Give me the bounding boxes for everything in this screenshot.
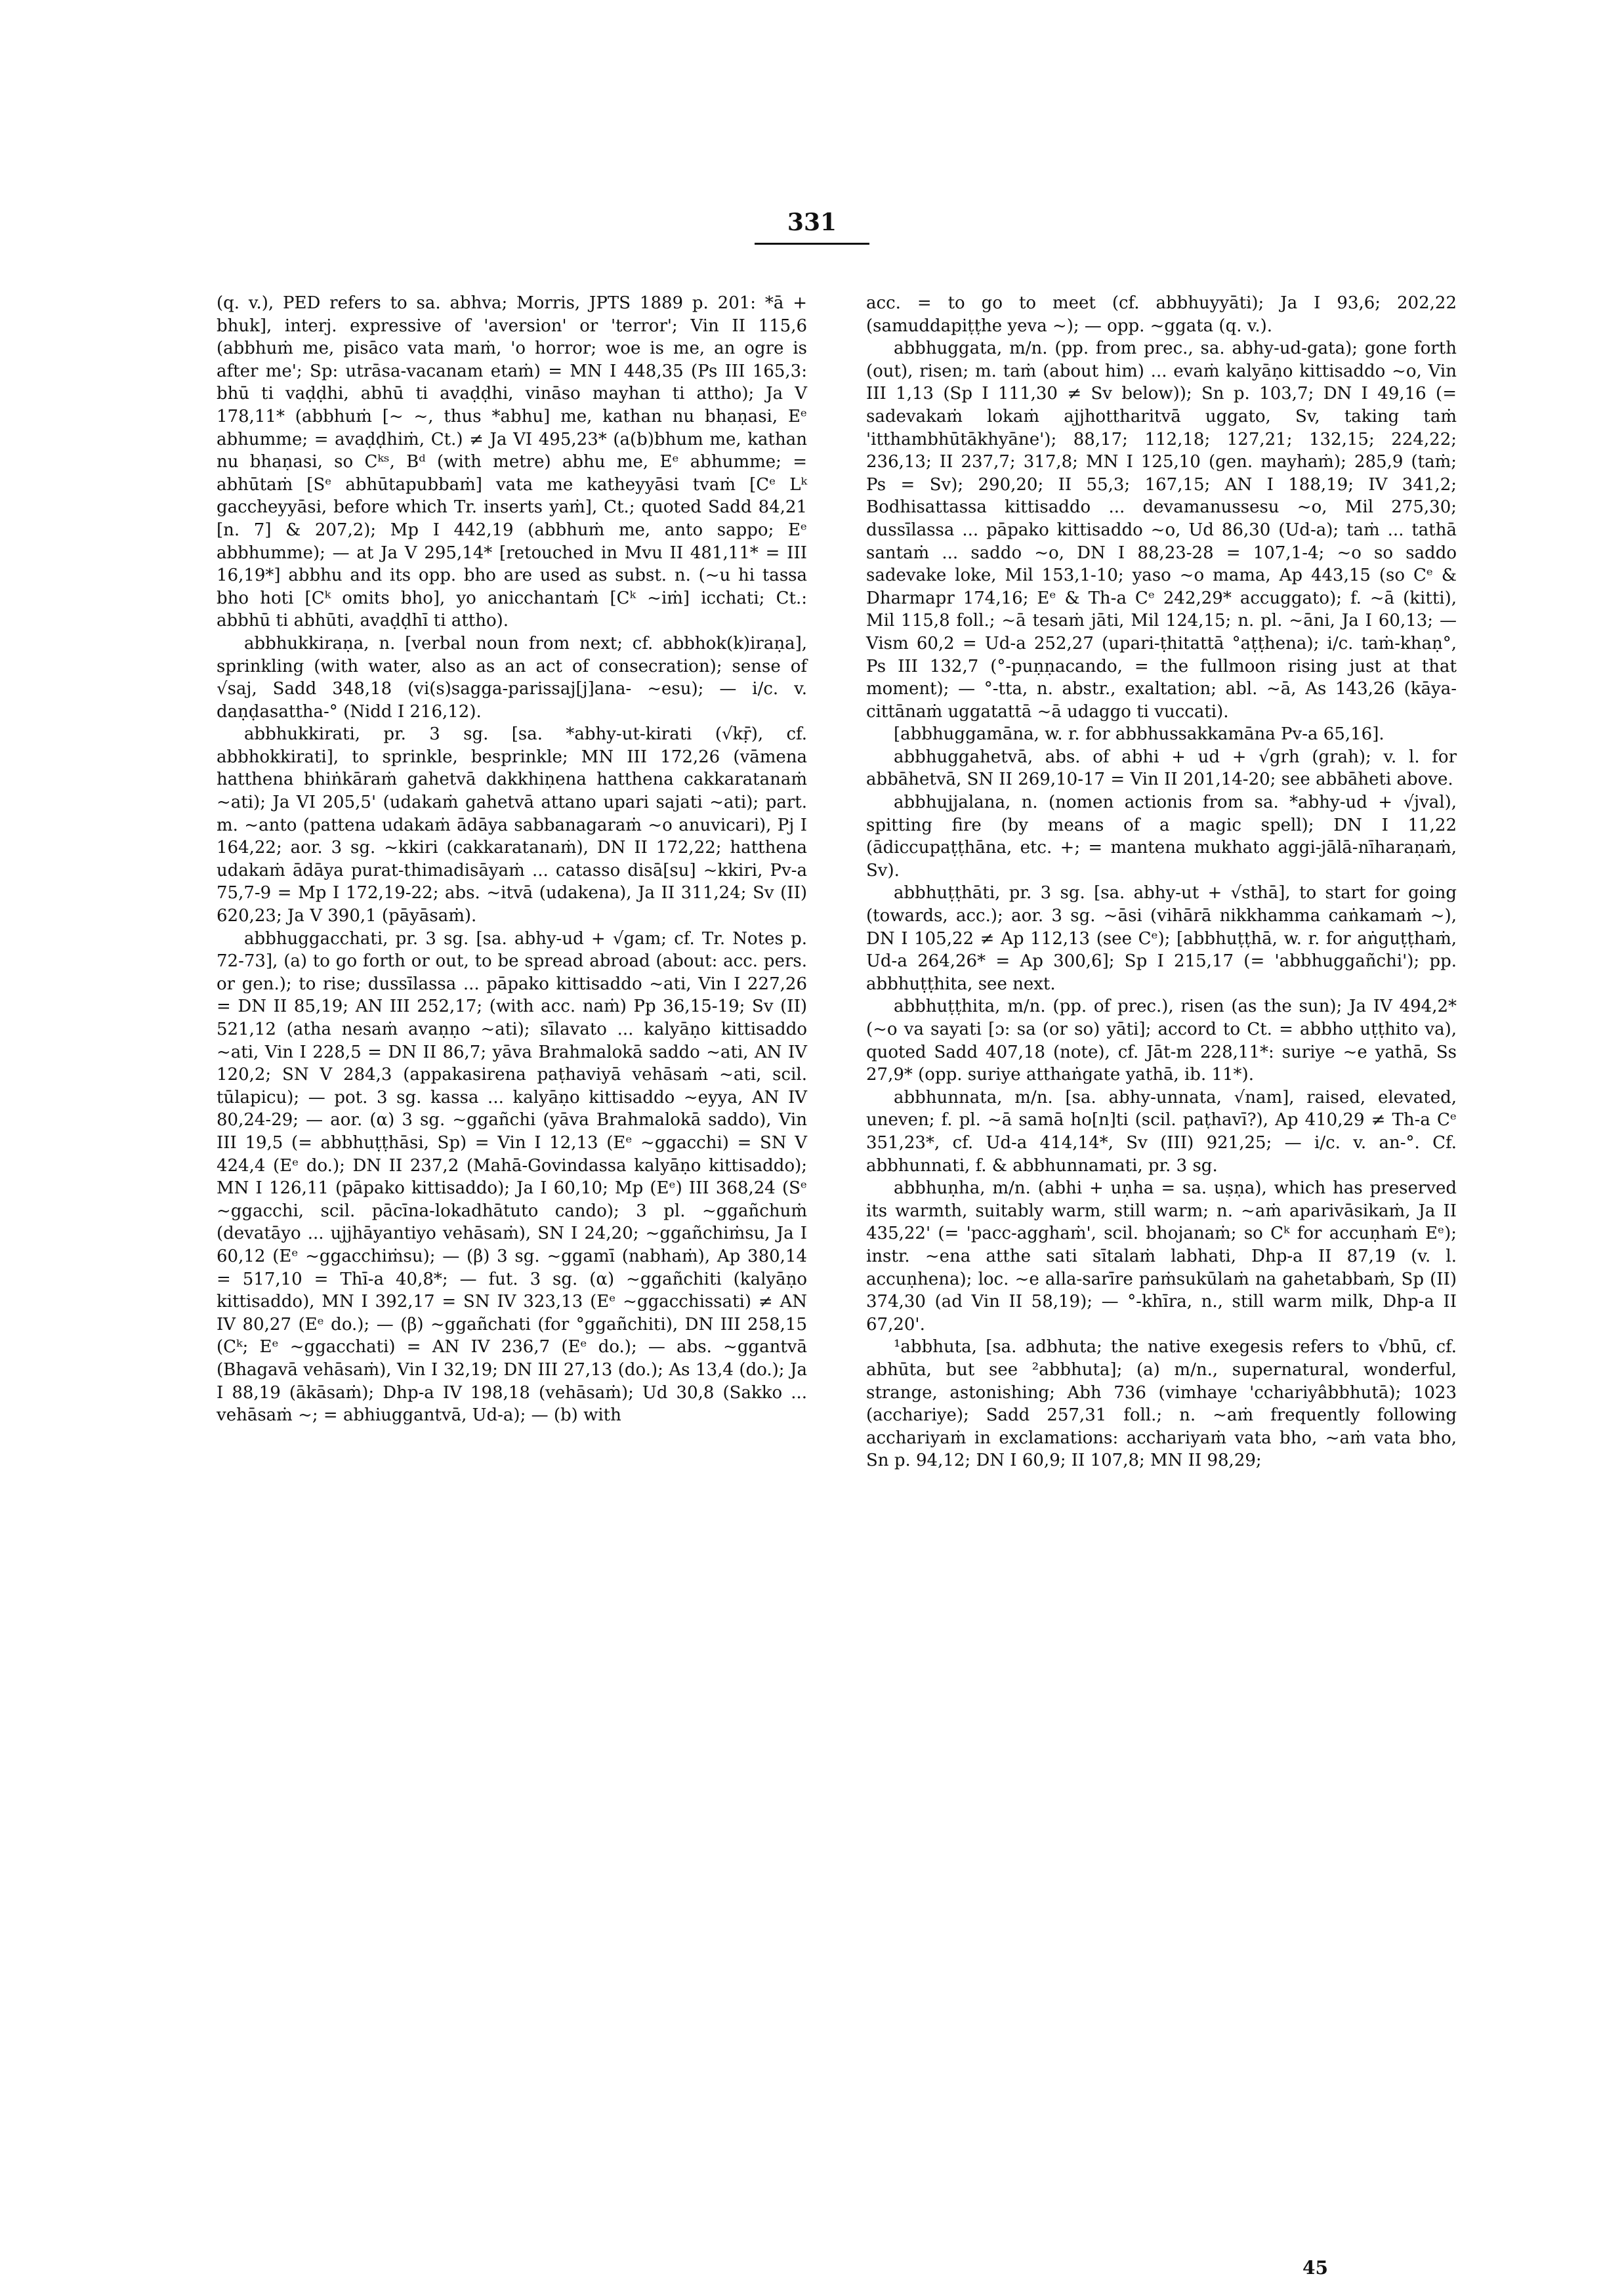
dictionary-entry: abbhuṭṭhita, m/n. (pp. of prec.), risen (as the sun); Ja IV 494,2* (~o va sayati [ɔ: sa (or so) yāti]; accord to Ct. = abbho uṭṭhito va), quoted Sadd 407,18 (note), cf. Jāt-m 228,11*: suriye ~e yathā, Ss 27,9* (opp. suriye atthaṅgate yathā, ib. 11*).: [866, 997, 1457, 1085]
dictionary-entry: abbhuggata, m/n. (pp. from prec., sa. abhy-ud-gata); gone forth (out), risen; m. taṁ (about him) ... evaṁ kalyāṇo kittisaddo ~o, Vin III 1,13 (Sp I 111,30 ≠ Sv below)); Sn p. 103,7; DN I 49,16 (= sadevakaṁ lokaṁ ajjhottharitvā uggato, Sv, taking taṁ 'itthambhūtākhyāne'); 88,17; 112,18; 127,21; 132,15; 224,22; 236,13; II 237,7; 317,8; MN I 125,10 (gen. mayhaṁ); 285,9 (taṁ; Ps = Sv); 290,20; II 55,3; 167,15; AN I 188,19; IV 341,2; Bodhisattassa kittisaddo ... devamanussesu ~o, Mil 275,30; dussīlassa ... pāpako kittisaddo ~o, Ud 86,30 (Ud-a); taṁ ... tathā santaṁ ... saddo ~o, DN I 88,23-28 = 107,1-4; ~o so saddo sadevake loke, Mil 153,1-10; yaso ~o mama, Ap 443,15 (so Cᵉ & Dharmapr 174,16; Eᵉ & Th-a Cᵉ 242,29* accuggato); f. ~ā (kitti), Mil 115,8 foll.; ~ā tesaṁ jāti, Mil 124,15; n. pl. ~āni, Ja I 60,13; — Vism 60,2 = Ud-a 252,27 (upari-ṭhitattā °aṭṭhena); i/c. taṁ-khaṇ°, Ps III 132,7 (°-puṇṇacando, = the fullmoon rising just at that moment); — °-tta, n. abstr., exaltation; abl. ~ā, As 143,26 (kāya-cittānaṁ uggatattā ~ā udaggo ti vuccati).: [866, 339, 1457, 722]
dictionary-entry: abbhujjalana, n. (nomen actionis from sa. *abhy-ud + √jval), spitting fire (by means of a magic spell); DN I 11,22 (ādiccupaṭṭhāna, etc. +; = mantena mukhato aggi-jālā-nīharaṇaṁ, Sv).: [866, 793, 1457, 880]
dictionary-entry: abbhunnata, m/n. [sa. abhy-unnata, √nam], raised, elevated, uneven; f. pl. ~ā samā ho[n]ti (scil. paṭhavī?), Ap 410,29 ≠ Th-a Cᵉ 351,23*, cf. Ud-a 414,14*, Sv (III) 921,25; — i/c. v. an-°. Cf. abbhunnati, f. & abbhunnamati, pr. 3 sg.: [866, 1087, 1457, 1176]
signature-mark: 45: [1302, 2257, 1328, 2279]
dictionary-entry: abbhuggacchati, pr. 3 sg. [sa. abhy-ud + √gam; cf. Tr. Notes p. 72-73], (a) to go forth or out, to be spread abroad (about: acc. pers. or gen.); to rise; dussīlassa ... pāpako kittisaddo ~ati, Vin I 227,26 = DN II 85,19; AN III 252,17; (with acc. naṁ) Pp 36,15-19; Sv (II) 521,12 (atha nesaṁ avaṇṇo ~ati); sīlavato ... kalyāṇo kittisaddo ~ati, Vin I 228,5 = DN II 86,7; yāva Brahmalokā saddo ~ati, AN IV 120,2; SN V 284,3 (appakasirena paṭhaviyā vehāsaṁ ~ati, scil. tūlapicu); — pot. 3 sg. kassa ... kalyāṇo kittisaddo ~eyya, AN IV 80,24-29; — aor. (α) 3 sg. ~ggañchi (yāva Brahmalokā saddo), Vin III 19,5 (= abbhuṭṭhāsi, Sp) = Vin I 12,13 (Eᵉ ~ggacchi) = SN V 424,4 (Eᵉ do.); DN II 237,2 (Mahā-Govindassa kalyāṇo kittisaddo); MN I 126,11 (pāpako kittisaddo); Ja I 60,10; Mp (Eᵉ) III 368,24 (Sᵉ ~ggacchi, scil. pācīna-lokadhātuto cando); 3 pl. ~ggañchuṁ (devatāyo ... ujjhāyantiyo vehāsaṁ), SN I 24,20; ~ggañchiṁsu, Ja I 60,12 (Eᵉ ~ggacchiṁsu); — (β) 3 sg. ~ggamī (nabhaṁ), Ap 380,14 = 517,10 = Thī-a 40,8*; — fut. 3 sg. (α) ~ggañchiti (kalyāṇo kittisaddo), MN I 392,17 = SN IV 323,13 (Eᵉ ~ggacchissati) ≠ AN IV 80,27 (Eᵉ do.); — (β) ~ggañchati (for °ggañchiti), DN III 258,15 (Cᵏ; Eᵉ ~ggacchati) = AN IV 236,7 (Eᵉ do.); — abs. ~ggantvā (Bhagavā vehāsaṁ), Vin I 32,19; DN III 27,13 (do.); As 13,4 (do.); Ja I 88,19 (ākāsaṁ); Dhp-a IV 198,18 (vehāsaṁ); Ud 30,8 (Sakko ... vehāsaṁ ~; = abhiuggantvā, Ud-a); — (b) with: [217, 928, 807, 1426]
dictionary-entry: abbhukkiraṇa, n. [verbal noun from next; cf. abbhok(k)iraṇa], sprinkling (with water, also as an act of consecration); sense of √saj, Sadd 348,18 (vi(s)sagga-parissaj[j]ana- ~esu); — i/c. v. daṇḍasattha-° (Nidd I 216,12).: [217, 633, 807, 722]
entry-continuation: (q. v.), PED refers to sa. abhva; Morris, JPTS 1889 p. 201: *ā + bhuk], interj. expressive of 'aversion' or 'terror'; Vin II 115,6 (abbhuṁ me, pisāco vata maṁ, 'o horror; woe is me, an ogre is after me'; Sp: utrāsa-vacanam etaṁ) = MN I 448,35 (Ps III 165,3: bhū ti vaḍḍhi, abhū ti avaḍḍhi, vināso mayhan ti attho); Ja V 178,11* (abbhuṁ [~ ~, thus *abhu] me, kathan nu bhaṇasi, Eᵉ abhumme; = avaḍḍhiṁ, Ct.) ≠ Ja VI 495,23* (a(b)bhum me, kathan nu bhaṇasi, so Cᵏˢ, Bᵈ (with metre) abhu me, Eᵉ abhumme; = abhūtaṁ [Sᵉ abhūtapubbaṁ] vata me katheyyāsi tvaṁ [Cᵉ Lᵏ gaccheyyāsi, before which Tr. inserts yaṁ], Ct.; quoted Sadd 84,21 [n. 7] & 207,2); Mp I 442,19 (abbhuṁ me, anto sappo; Eᵉ abbhumme); — at Ja V 295,14* [retouched in Mvu II 481,11* = III 16,19*] abbhu and its opp. bho are used as subst. n. (~u hi tassa bho hoti [Cᵏ omits bho], yo anicchantaṁ [Cᵏ ~iṁ] icchati; Ct.: abbhū ti abhūti, avaḍḍhī ti attho).: [217, 293, 807, 631]
right-column: [866, 292, 1457, 1472]
page-number: 331: [755, 209, 869, 245]
dictionary-entry: abbhuṭṭhāti, pr. 3 sg. [sa. abhy-ut + √sthā], to start for going (towards, acc.); aor. 3 sg. ~āsi (vihārā nikkhamma caṅkamaṁ ~), DN I 105,22 ≠ Ap 112,13 (see Cᵉ); [abbhuṭṭhā, w. r. for aṅguṭṭhaṁ, Ud-a 264,26* = Ap 300,6]; Sp I 215,17 (= 'abbhuggañchi'); pp. abbhuṭṭhita, see next.: [866, 883, 1457, 994]
dictionary-entry: abbhukkirati, pr. 3 sg. [sa. *abhy-ut-kirati (√kṝ), cf. abbhokkirati], to sprinkle, besprinkle; MN III 172,26 (vāmena hatthena bhiṅkāraṁ gahetvā dakkhiṇena hatthena cakkaratanaṁ ~ati); Ja VI 205,5' (udakaṁ gahetvā attano upari sajati ~ati); part. m. ~anto (pattena udakaṁ ādāya sabbanagaraṁ ~o anuvicari), Pj I 164,22; aor. 3 sg. ~kkiri (cakkaratanaṁ), DN II 172,22; hatthena udakaṁ ādāya purat-thimadisāyaṁ ... catasso disā[su] ~kkiri, Pv-a 75,7-9 = Mp I 172,19-22; abs. ~itvā (udakena), Ja II 311,24; Sv (II) 620,23; Ja V 390,1 (pāyāsaṁ).: [217, 724, 807, 926]
dictionary-entry: ¹abbhuta, [sa. adbhuta; the native exegesis refers to √bhū, cf. abhūta, but see ²abbhuta]; (a) m/n., supernatural, wonderful, strange, astonishing; Abh 736 (vimhaye 'cchariyâbbhutā); 1023 (acchariye); Sadd 257,31 foll.; n. ~aṁ frequently following acchariyaṁ in exclamations: acchariyaṁ vata bho, ~aṁ vata bho, Sn p. 94,12; DN I 60,9; II 107,8; MN II 98,29;: [866, 1337, 1457, 1471]
dictionary-entry: abbhuggahetvā, abs. of abhi + ud + √grh (grah); v. l. for abbāhetvā, SN II 269,10-17 = Vin II 201,14-20; see abbāheti above.: [866, 747, 1457, 790]
entry-continuation: acc. = to go to meet (cf. abbhuyyāti); Ja I 93,6; 202,22 (samuddapiṭṭhe yeva ~); — opp. ~ggata (q. v.).: [866, 293, 1457, 336]
dictionary-entry: [abbhuggamāna, w. r. for abbhussakkamāna Pv-a 65,16].: [894, 724, 1385, 745]
dictionary-entry: abbhuṇha, m/n. (abhi + uṇha = sa. uṣṇa), which has preserved its warmth, suitably warm, still warm; n. ~aṁ aparivāsikaṁ, Ja II 435,22' (= 'pacc-agghaṁ', scil. bhojanaṁ; so Cᵏ for accuṇhaṁ Eᵉ); instr. ~ena atthe sati sītalaṁ labhati, Dhp-a II 87,19 (v. l. accuṇhena); loc. ~e alla-sarīre paṁsukūlaṁ na gahetabbaṁ, Sp (II) 374,30 (ad Vin II 58,19); — °-khīra, n., still warm milk, Dhp-a II 67,20'.: [866, 1178, 1457, 1334]
left-column: [217, 292, 807, 1427]
